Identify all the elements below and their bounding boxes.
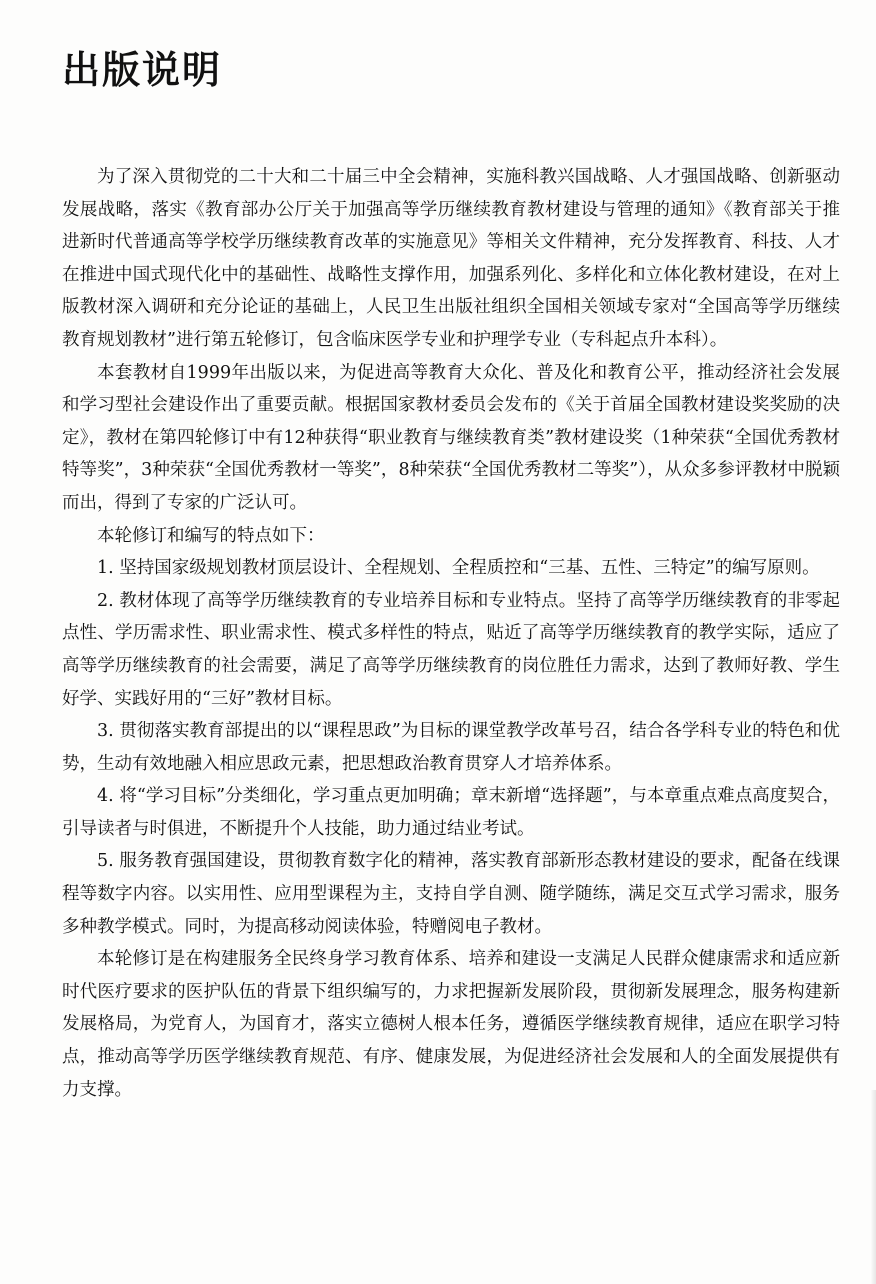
paragraph-feature-1: 1. 坚持国家级规划教材顶层设计、全程规划、全程质控和“三基、五性、三特定”的编写原则。	[97, 558, 820, 579]
paragraph-feature-5: 5. 服务教育强国建设，贯彻教育数字化的精神，落实教育部新形态教材建设的要求，配备在线课程等数字内容。以实用性、应用型课程为主，支持自学自测、随学随练，满足交互式学习需求，服务多种教学模式。同时，为提高移动阅读体验，特赠阅电子教材。	[62, 851, 840, 937]
paragraph-feature-3: 3. 贯彻落实教育部提出的以“课程思政”为目标的课堂教学改革号召，结合各学科专业的特色和优势，生动有效地融入相应思政元素，把思想政治教育贯穿人才培养体系。	[62, 721, 840, 774]
paragraph-feature-2: 2. 教材体现了高等学历继续教育的专业培养目标和专业特点。坚持了高等学历继续教育的非零起点性、学历需求性、职业需求性、模式多样性的特点，贴近了高等学历继续教育的教学实际，适应了高等学历继续教育的社会需要，满足了高等学历继续教育的岗位胜任力需求，达到了教师好教、学生好学、实践好用的“三好”教材目标。	[62, 590, 840, 709]
page-edge-shadow	[870, 1090, 876, 1284]
paragraph-history: 本套教材自1999年出版以来，为促进高等教育大众化、普及化和教育公平，推动经济社会发展和学习型社会建设作出了重要贡献。根据国家教材委员会发布的《关于首届全国教材建设奖奖励的决定》，教材在第四轮修订中有12种获得“职业教育与继续教育类”教材建设奖（1种荣获“全国优秀教材特等奖”，3种荣获“全国优秀教材一等奖”，8种荣获“全国优秀教材二等奖”），从众多参评教材中脱颖而出，得到了专家的广泛认可。	[62, 362, 840, 513]
paragraph-features-heading: 本轮修订和编写的特点如下：	[97, 525, 325, 546]
body-text	[62, 161, 840, 1106]
page-title: 出版说明	[62, 48, 223, 92]
paragraph-intro: 为了深入贯彻党的二十大和二十届三中全会精神，实施科教兴国战略、人才强国战略、创新驱动发展战略，落实《教育部办公厅关于加强高等学历继续教育教材建设与管理的通知》《教育部关于推进新时代普通高等学校学历继续教育改革的实施意见》等相关文件精神，充分发挥教育、科技、人才在推进中国式现代化中的基础性、战略性支撑作用，加强系列化、多样化和立体化教材建设，在对上版教材深入调研和充分论证的基础上，人民卫生出版社组织全国相关领域专家对“全国高等学历继续教育规划教材”进行第五轮修订，包含临床医学专业和护理学专业（专科起点升本科）。	[62, 167, 840, 350]
paragraph-feature-4: 4. 将“学习目标”分类细化，学习重点更加明确；章末新增“选择题”，与本章重点难点高度契合，引导读者与时俱进，不断提升个人技能，助力通过结业考试。	[62, 786, 840, 839]
paragraph-conclusion: 本轮修订是在构建服务全民终身学习教育体系、培养和建设一支满足人民群众健康需求和适应新时代医疗要求的医护队伍的背景下组织编写的，力求把握新发展阶段，贯彻新发展理念，服务构建新发展格局，为党育人，为国育才，落实立德树人根本任务，遵循医学继续教育规律，适应在职学习特点，推动高等学历医学继续教育规范、有序、健康发展，为促进经济社会发展和人的全面发展提供有力支撑。	[62, 949, 840, 1100]
